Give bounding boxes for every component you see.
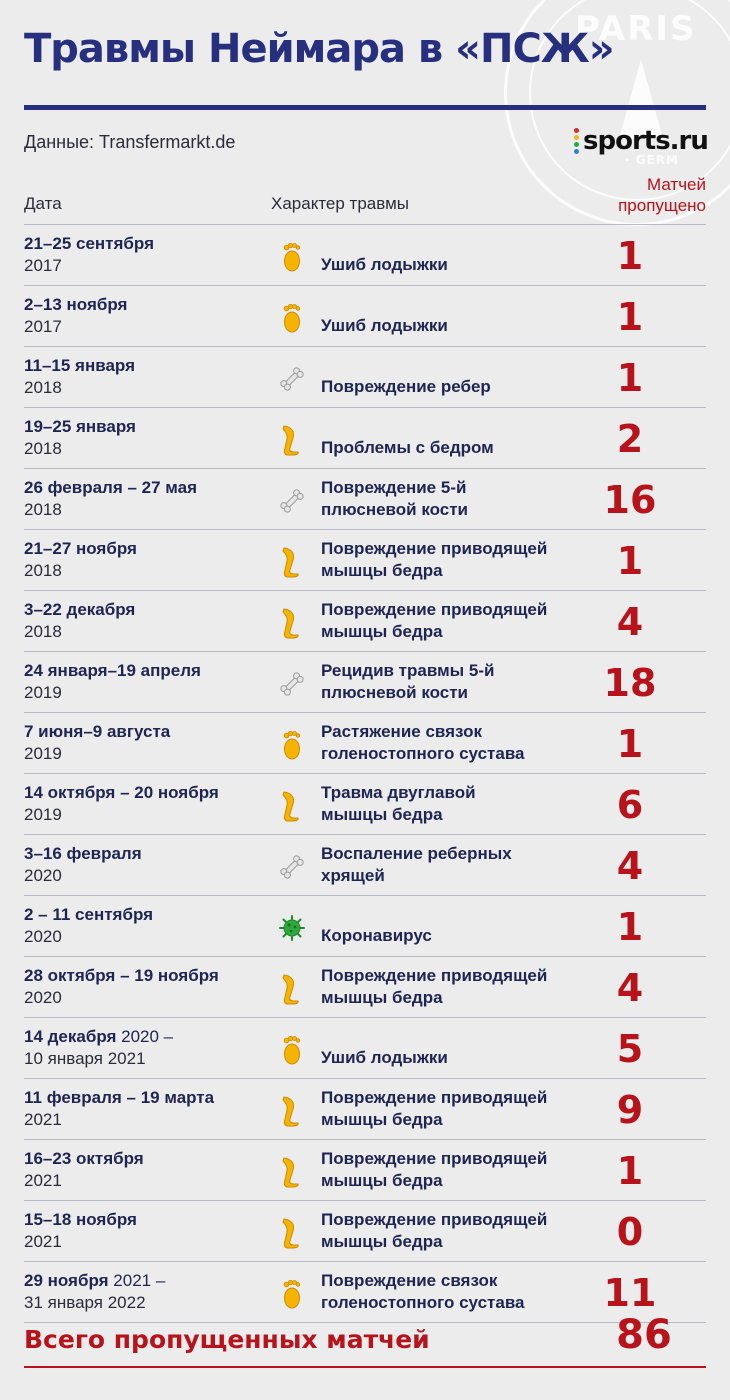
injury-date-main: 3–16 февраля <box>24 844 142 863</box>
logo-text: sports.ru <box>583 126 708 156</box>
foot-icon <box>278 1278 306 1310</box>
injury-date-year: 2017 <box>24 256 62 275</box>
injury-date-start <box>24 539 137 559</box>
injury-date-main: 19–25 января <box>24 417 136 436</box>
injury-date-year: 2019 <box>24 683 62 702</box>
injury-description <box>321 843 512 887</box>
injury-description-line: Коронавирус <box>321 926 432 945</box>
injury-description <box>321 782 476 826</box>
injury-description <box>321 1209 547 1253</box>
matches-missed: 4 <box>616 844 644 888</box>
injury-description-line: Ушиб лодыжки <box>321 1048 448 1067</box>
injury-date-start <box>24 1271 165 1291</box>
injury-date-year: 2021 <box>24 1171 62 1190</box>
injury-description-line: Повреждение приводящей <box>321 539 548 558</box>
injury-description-line: мышцы бедра <box>321 805 443 824</box>
injury-date-start <box>24 783 219 803</box>
matches-missed: 1 <box>616 905 644 949</box>
leg-icon <box>278 546 306 578</box>
matches-missed: 1 <box>616 539 644 583</box>
injury-date-main: 2 – 11 сентября <box>24 905 154 924</box>
matches-missed: 16 <box>603 478 657 522</box>
injury-description <box>321 1148 547 1192</box>
matches-missed: 1 <box>616 234 644 278</box>
injury-table <box>0 224 730 1323</box>
injury-date-main: 15–18 ноября <box>24 1210 137 1229</box>
injury-date-main: 14 декабря <box>24 1027 117 1046</box>
watermark-text-top: PARIS <box>575 9 697 49</box>
table-row <box>24 1078 706 1139</box>
matches-missed: 2 <box>616 417 644 461</box>
total-value: 86 <box>616 1312 672 1358</box>
injury-date-main: 11–15 января <box>24 356 136 375</box>
injury-description-line: Повреждение 5-й <box>321 478 467 497</box>
injury-date-year: 2018 <box>24 561 62 580</box>
injury-description <box>321 599 547 643</box>
table-row <box>24 468 706 529</box>
bone-icon <box>278 485 306 517</box>
injury-description <box>321 477 468 521</box>
matches-missed: 0 <box>616 1210 644 1254</box>
data-source: Данные: Transfermarkt.de <box>24 132 236 152</box>
injury-description <box>321 660 494 704</box>
injury-date-start <box>24 295 127 315</box>
injury-description-line: Повреждение ребер <box>321 377 491 396</box>
injury-date-year: 2018 <box>24 622 62 641</box>
matches-missed: 4 <box>616 966 644 1010</box>
injury-date-main: 21–25 сентября <box>24 234 154 253</box>
injury-date-year: 2018 <box>24 500 62 519</box>
injury-description-line: плюсневой кости <box>321 500 468 519</box>
injury-description <box>321 721 525 765</box>
bone-icon <box>278 668 306 700</box>
injury-description-line: Повреждение связок <box>321 1271 498 1290</box>
injury-date-start <box>24 1027 173 1047</box>
injury-date-year: 2017 <box>24 317 62 336</box>
foot-icon <box>278 302 306 334</box>
table-row <box>24 285 706 346</box>
table-row <box>24 1200 706 1261</box>
injury-date-start <box>24 356 135 376</box>
injury-description <box>321 315 448 337</box>
injury-description <box>321 1047 448 1069</box>
logo-dot <box>574 142 579 147</box>
table-row <box>24 651 706 712</box>
injury-description-line: Рецидив травмы 5-й <box>321 661 495 680</box>
injury-date-year: 2020 <box>24 927 62 946</box>
injury-date-start <box>24 1210 137 1230</box>
injury-date-main: 11 февраля – 19 марта <box>24 1088 215 1107</box>
injury-date-start <box>24 844 142 864</box>
bone-icon <box>278 363 306 395</box>
injury-description-line: мышцы бедра <box>321 1171 443 1190</box>
matches-missed: 5 <box>616 1027 644 1071</box>
logo-dot <box>574 149 579 154</box>
injury-description-line: Повреждение приводящей <box>321 600 548 619</box>
logo-dot <box>574 135 579 140</box>
injury-date-main: 29 ноября <box>24 1271 109 1290</box>
injury-date-start <box>24 722 170 742</box>
matches-missed: 1 <box>616 722 644 766</box>
table-row <box>24 224 706 285</box>
injury-date-start <box>24 905 153 925</box>
injury-description-line: Воспаление реберных <box>321 844 512 863</box>
table-row <box>24 895 706 956</box>
injury-description-line: Повреждение приводящей <box>321 1149 548 1168</box>
injury-description-line: мышцы бедра <box>321 561 443 580</box>
injury-description <box>321 1270 525 1314</box>
leg-icon <box>278 790 306 822</box>
table-row <box>24 712 706 773</box>
injury-description-line: Растяжение связок <box>321 722 482 741</box>
table-row <box>24 407 706 468</box>
foot-icon <box>278 241 306 273</box>
injury-date-year: 2021 <box>24 1110 62 1129</box>
injury-description <box>321 965 547 1009</box>
injury-date-main: 21–27 ноября <box>24 539 137 558</box>
leg-icon <box>278 1217 306 1249</box>
column-header-date: Дата <box>24 194 62 213</box>
logo-dot <box>574 128 579 133</box>
injury-date-year: 10 января 2021 <box>24 1049 146 1068</box>
injury-date-year: 2019 <box>24 744 62 763</box>
matches-missed: 11 <box>603 1271 657 1315</box>
injury-description-line: Повреждение приводящей <box>321 1088 548 1107</box>
injury-description <box>321 1087 547 1131</box>
injury-date-year: 2018 <box>24 378 62 397</box>
injury-date-main: 3–22 декабря <box>24 600 136 619</box>
virus-icon <box>278 912 306 944</box>
injury-description-line: мышцы бедра <box>321 988 443 1007</box>
injury-description-line: Повреждение приводящей <box>321 966 548 985</box>
injury-date-year-inline: 2020 – <box>116 1027 174 1046</box>
total-divider <box>24 1366 706 1368</box>
injury-description-line: плюсневой кости <box>321 683 468 702</box>
injury-date-year: 2020 <box>24 988 62 1007</box>
injury-date-start <box>24 417 136 437</box>
injury-date-year: 2019 <box>24 805 62 824</box>
injury-date-year: 2020 <box>24 866 62 885</box>
logo-dots-icon <box>574 128 579 154</box>
leg-icon <box>278 607 306 639</box>
injury-date-main: 14 октября – 20 ноября <box>24 783 219 802</box>
injury-date-main: 16–23 октября <box>24 1149 144 1168</box>
leg-icon <box>278 973 306 1005</box>
leg-icon <box>278 1095 306 1127</box>
injury-date-start <box>24 600 135 620</box>
total-label: Всего пропущенных матчей <box>24 1325 430 1354</box>
matches-missed: 1 <box>616 356 644 400</box>
matches-missed: 4 <box>616 600 644 644</box>
injury-description-line: мышцы бедра <box>321 622 443 641</box>
column-header-missed <box>566 174 706 216</box>
injury-date-start <box>24 1088 214 1108</box>
injury-description <box>321 376 491 398</box>
injury-description-line: Повреждение приводящей <box>321 1210 548 1229</box>
column-header-missed-line2: пропущено <box>618 196 706 215</box>
table-row <box>24 1017 706 1078</box>
foot-icon <box>278 1034 306 1066</box>
injury-date-start <box>24 661 201 681</box>
table-row <box>24 590 706 651</box>
table-row <box>24 1139 706 1200</box>
injury-description-line: Травма двуглавой <box>321 783 476 802</box>
injury-date-year: 31 января 2022 <box>24 1293 146 1312</box>
table-row <box>24 529 706 590</box>
injury-description <box>321 254 448 276</box>
page-title: Травмы Неймара в «ПСЖ» <box>24 26 614 72</box>
injury-description <box>321 925 432 947</box>
injury-description <box>321 437 494 459</box>
column-header-injury: Характер травмы <box>271 194 410 213</box>
injury-date-main: 28 октября – 19 ноября <box>24 966 219 985</box>
injury-description-line: Ушиб лодыжки <box>321 255 448 274</box>
injury-date-main: 7 июня–9 августа <box>24 722 171 741</box>
matches-missed: 1 <box>616 1149 644 1193</box>
injury-date-start <box>24 478 197 498</box>
bone-icon <box>278 851 306 883</box>
injury-description-line: мышцы бедра <box>321 1232 443 1251</box>
injury-date-year-inline: 2021 – <box>108 1271 166 1290</box>
column-header-missed-line1: Матчей <box>646 175 706 194</box>
leg-icon <box>278 424 306 456</box>
leg-icon <box>278 1156 306 1188</box>
matches-missed: 9 <box>616 1088 644 1132</box>
injury-description-line: голеностопного сустава <box>321 744 525 763</box>
table-row <box>24 346 706 407</box>
table-row <box>24 956 706 1017</box>
injury-date-main: 26 февраля – 27 мая <box>24 478 198 497</box>
matches-missed: 1 <box>616 295 644 339</box>
injury-description-line: хрящей <box>321 866 385 885</box>
injury-description-line: Ушиб лодыжки <box>321 316 448 335</box>
table-row <box>24 773 706 834</box>
title-divider <box>24 105 706 110</box>
injury-date-year: 2018 <box>24 439 62 458</box>
injury-description-line: мышцы бедра <box>321 1110 443 1129</box>
injury-date-start <box>24 1149 144 1169</box>
injury-date-start <box>24 234 154 254</box>
injury-date-year: 2021 <box>24 1232 62 1251</box>
watermark-text-bottom: · GERM <box>625 153 679 167</box>
injury-description <box>321 538 547 582</box>
injury-date-main: 2–13 ноября <box>24 295 128 314</box>
sports-ru-logo <box>574 126 708 156</box>
injury-date-start <box>24 966 219 986</box>
foot-icon <box>278 729 306 761</box>
injury-description-line: голеностопного сустава <box>321 1293 525 1312</box>
matches-missed: 18 <box>603 661 657 705</box>
matches-missed: 6 <box>616 783 644 827</box>
table-row <box>24 834 706 895</box>
injury-description-line: Проблемы с бедром <box>321 438 494 457</box>
injury-date-main: 24 января–19 апреля <box>24 661 201 680</box>
